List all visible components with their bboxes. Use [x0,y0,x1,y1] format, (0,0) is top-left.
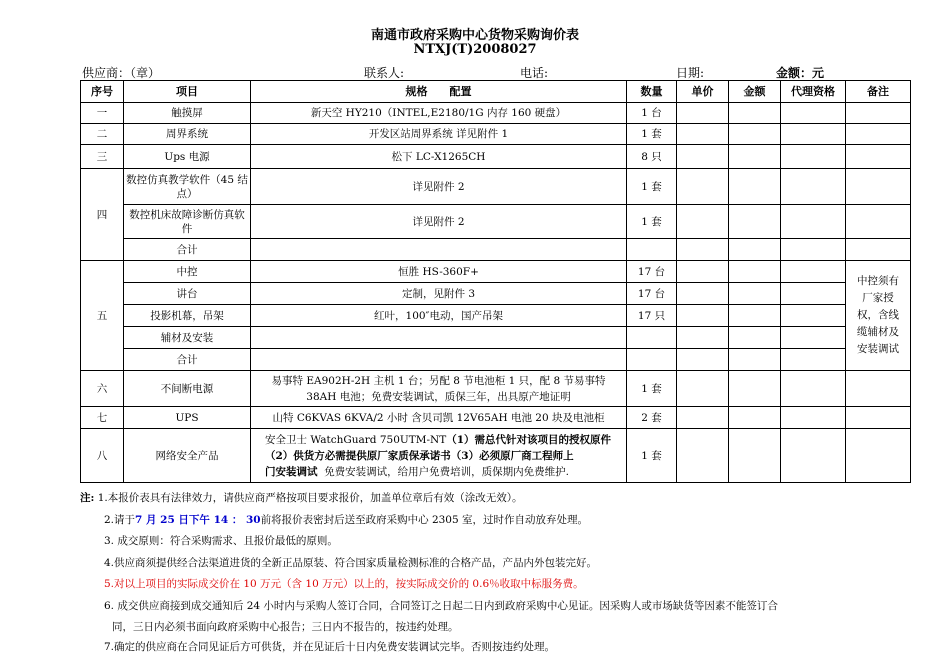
table-row [81,371,911,407]
unit-price-cell[interactable] [677,327,729,349]
table-row [81,261,911,283]
table-row [81,429,911,483]
agency-cell[interactable] [781,327,846,349]
row-spec: 详见附件 2 [251,169,627,205]
row-qty: 17 台 [627,261,677,283]
amount-cell[interactable] [729,371,781,407]
remark-cell [846,371,911,407]
table-row [81,407,911,429]
header-item: 项目 [124,81,251,103]
amount-cell[interactable] [729,124,781,145]
row-item: 辅材及安装 [124,327,251,349]
row-item: 周界系统 [124,124,251,145]
amount-cell[interactable] [729,169,781,205]
amount-label: 金额：元 [776,66,825,80]
header-no: 序号 [81,81,124,103]
header-amount: 金额 [729,81,781,103]
row-spec [251,429,627,483]
remark-cell [846,407,911,429]
amount-cell[interactable] [729,103,781,124]
subtotal-row [81,349,911,371]
page-title: 南通市政府采购中心货物采购询价表 [370,28,579,43]
spec-line: 易事特 EA902H-2H 主机 1 台；另配 8 节电池柜 1 只，配 8 节易事特 [271,374,606,387]
row-qty [627,349,677,371]
agency-cell[interactable] [781,429,846,483]
agency-cell[interactable] [781,371,846,407]
quotation-table [80,80,911,483]
row-no: 三 [81,145,124,169]
spec-bold-text: （1）需总代针对该项目的授权原件 [446,433,612,446]
agency-cell[interactable] [781,407,846,429]
row-item: 数控仿真教学软件（45 结点） [124,169,251,205]
note-text: 同，三日内必须书面向政府采购中心报告；三日内不报告的，按违约处理。 [112,620,459,633]
note-5: 5.对以上项目的实际成交价在 10 万元（含 10 万元）以上的，按实际成交价的 0.6％收取中标服务费。 [104,578,584,590]
row-spec: 新天空 HY210（INTEL,E2180/1G 内存 160 硬盘） [251,103,627,124]
row-item: 中控 [124,261,251,283]
unit-price-cell[interactable] [677,349,729,371]
unit-price-cell[interactable] [677,371,729,407]
row-spec [251,239,627,261]
deadline-text: 7 月 25 日下午 14 ： 30 [135,513,261,526]
table-header-row [81,81,911,103]
agency-cell[interactable] [781,169,846,205]
amount-cell[interactable] [729,429,781,483]
row-spec: 开发区站周界系统 详见附件 1 [251,124,627,145]
note-1 [80,488,920,510]
remark-cell [846,205,911,239]
row-spec [251,371,627,407]
note-text: 6. 成交供应商接到成交通知后 24 小时内与采购人签订合同，合同签订之日起二日内到政府采购中心见证。因采购人或市场缺货等因素不能签订合 [104,599,778,612]
row-qty: 2 套 [627,407,677,429]
row-item: 网络安全产品 [124,429,251,483]
document-code: NTXJ(T)2008027 [413,42,537,57]
note-6 [80,598,920,636]
note-text: 前将报价表密封后送至政府采购中心 2305 室，过时作自动放弃处理。 [260,513,589,526]
unit-price-cell[interactable] [677,124,729,145]
row-qty: 1 套 [627,429,677,483]
header-qty: 数量 [627,81,677,103]
spec-line [265,448,622,464]
phone-label: 电话: [520,66,549,80]
table-row [81,169,911,205]
note-text: 2.请于 [104,513,136,526]
table-row [81,103,911,124]
row-qty: 8 只 [627,145,677,169]
amount-cell[interactable] [729,349,781,371]
unit-price-cell[interactable] [677,261,729,283]
agency-cell[interactable] [781,283,846,305]
remark-cell [846,169,911,205]
spec-text: 免费安装调试，给用户免费培训，质保期内免费维护. [324,465,570,478]
row-item: 讲台 [124,283,251,305]
agency-cell[interactable] [781,349,846,371]
row-no: 二 [81,124,124,145]
subtotal-row [81,239,911,261]
unit-price-cell[interactable] [677,239,729,261]
amount-cell[interactable] [729,261,781,283]
amount-cell[interactable] [729,327,781,349]
spec-line [265,464,622,480]
row-item: 数控机床故障诊断仿真软件 [124,205,251,239]
subtotal-label: 合计 [124,349,251,371]
unit-price-cell[interactable] [677,145,729,169]
amount-cell[interactable] [729,407,781,429]
row-spec: 松下 LC-X1265CH [251,145,627,169]
notes-prefix: 注: [80,492,95,504]
notes-section [80,488,920,658]
unit-price-cell[interactable] [677,429,729,483]
row-qty [627,327,677,349]
row-spec: 定制，见附件 3 [251,283,627,305]
amount-cell[interactable] [729,205,781,239]
row-qty: 1 套 [627,124,677,145]
table-row [81,327,911,349]
supplier-label: 供应商：（章） [82,66,161,80]
spec-bold-text: （2）供货方必需提供原厂家质保承诺书（3）必须原厂商工程师上 [265,449,574,462]
spec-line [265,432,622,448]
unit-price-cell[interactable] [677,283,729,305]
row-no: 四 [81,169,124,261]
row-remark: 中控须有厂家授权，含线缆辅材及安装调试 [846,261,911,371]
header-unit-price: 单价 [677,81,729,103]
agency-cell[interactable] [781,305,846,327]
agency-cell[interactable] [781,205,846,239]
unit-price-cell[interactable] [677,169,729,205]
note-2 [80,510,920,532]
row-spec: 山特 C6KVAS 6KVA/2 小时 含贝司凯 12V65AH 电池 20 块及电池柜 [251,407,627,429]
row-qty: 1 套 [627,205,677,239]
row-spec: 详见附件 2 [251,205,627,239]
remark-cell [846,239,911,261]
unit-price-cell[interactable] [677,205,729,239]
spec-bold-text: 门安装调试 [265,465,318,478]
row-item: 触摸屏 [124,103,251,124]
row-spec: 恒胜 HS-360F+ [251,261,627,283]
row-item: Ups 电源 [124,145,251,169]
date-label: 日期: [676,66,705,80]
unit-price-cell[interactable] [677,305,729,327]
table-row [81,205,911,239]
unit-price-cell[interactable] [677,103,729,124]
subtotal-label: 合计 [124,239,251,261]
row-qty: 1 台 [627,103,677,124]
row-qty [627,239,677,261]
amount-cell[interactable] [729,305,781,327]
agency-cell[interactable] [781,239,846,261]
remark-cell [846,145,911,169]
note-text: 1.本报价表具有法律效力，请供应商严格按项目要求报价，加盖单位章后有效（涂改无效）。 [97,492,523,504]
row-no: 五 [81,261,124,371]
row-qty: 1 套 [627,371,677,407]
row-no: 六 [81,371,124,407]
note-4: 4.供应商须提供经合法渠道进货的全新正品原装、符合国家质量检测标准的合格产品，产品内外包装完好。 [104,556,598,569]
row-no: 一 [81,103,124,124]
row-qty: 17 台 [627,283,677,305]
row-item: UPS [124,407,251,429]
table-row [81,305,911,327]
table-row [81,124,911,145]
remark-cell [846,429,911,483]
agency-cell[interactable] [781,145,846,169]
amount-cell[interactable] [729,283,781,305]
remark-cell [846,103,911,124]
row-spec [251,327,627,349]
amount-cell[interactable] [729,145,781,169]
spec-line: 38AH 电池；免费安装调试，质保三年，出具原产地证明 [306,390,571,403]
header-remark: 备注 [846,81,911,103]
table-row [81,145,911,169]
row-spec: 红叶，100″电动，国产吊架 [251,305,627,327]
row-item: 不间断电源 [124,371,251,407]
note-3: 3. 成交原则：符合采购需求、且报价最低的原则。 [104,535,338,547]
contact-label: 联系人: [364,66,405,80]
spec-text: 安全卫士 WatchGuard 750UTM-NT [265,433,447,446]
agency-cell[interactable] [781,103,846,124]
agency-cell[interactable] [781,261,846,283]
row-qty: 1 套 [627,169,677,205]
row-no: 八 [81,429,124,483]
row-item: 投影机幕，吊架 [124,305,251,327]
row-qty: 17 只 [627,305,677,327]
header-spec: 规格 配置 [251,81,627,103]
remark-cell [846,124,911,145]
row-no: 七 [81,407,124,429]
amount-cell[interactable] [729,239,781,261]
header-agency: 代理资格 [781,81,846,103]
row-spec [251,349,627,371]
table-row [81,283,911,305]
unit-price-cell[interactable] [677,407,729,429]
agency-cell[interactable] [781,124,846,145]
note-7: 7.确定的供应商在合同见证后方可供货，并在见证后十日内免费安装调试完毕。否则按违约处理。 [104,640,556,653]
